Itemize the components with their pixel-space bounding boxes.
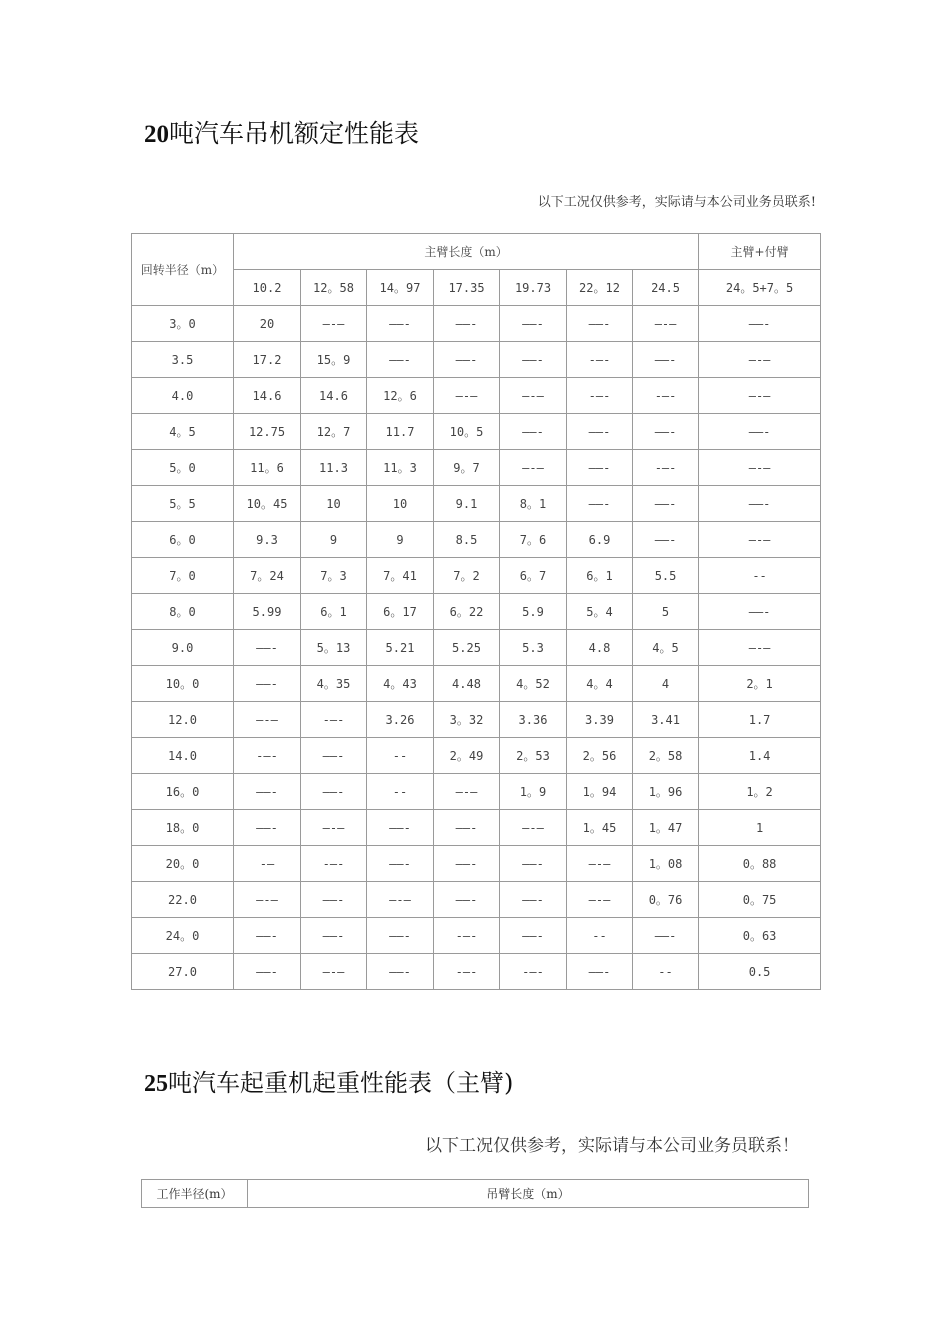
jib-capacity-cell: -- — [699, 558, 821, 594]
table-row — [132, 810, 821, 846]
capacity-cell: ——- — [301, 882, 367, 918]
capacity-cell: 4.8 — [567, 630, 633, 666]
boom-length-row — [132, 270, 821, 306]
capacity-cell: 15。9 — [301, 342, 367, 378]
capacity-cell: 12。7 — [301, 414, 367, 450]
jib-capacity-cell: 1。2 — [699, 774, 821, 810]
jib-capacity-cell: —-— — [699, 522, 821, 558]
capacity-cell: -—- — [567, 378, 633, 414]
capacity-cell: 8。1 — [500, 486, 567, 522]
capacity-cell: 3.36 — [500, 702, 567, 738]
capacity-cell: 9 — [301, 522, 367, 558]
table-row — [132, 558, 821, 594]
capacity-cell: 12.75 — [234, 414, 301, 450]
radius-cell: 5。0 — [132, 450, 234, 486]
radius-cell: 5。5 — [132, 486, 234, 522]
radius-cell: 9.0 — [132, 630, 234, 666]
capacity-cell: ——- — [633, 486, 699, 522]
capacity-cell: ——- — [367, 918, 434, 954]
jib-capacity-cell: 1.7 — [699, 702, 821, 738]
table-row — [132, 774, 821, 810]
table-row — [132, 378, 821, 414]
capacity-cell: ——- — [434, 342, 500, 378]
table-row — [132, 594, 821, 630]
table-row — [132, 918, 821, 954]
capacity-cell: ——- — [500, 846, 567, 882]
jib-capacity-cell: 0.5 — [699, 954, 821, 990]
capacity-cell: 3.39 — [567, 702, 633, 738]
capacity-cell: 10 — [301, 486, 367, 522]
capacity-cell: ——- — [567, 954, 633, 990]
capacity-cell: 8.5 — [434, 522, 500, 558]
radius-cell: 8。0 — [132, 594, 234, 630]
capacity-cell: -- — [633, 954, 699, 990]
jib-capacity-cell: ——- — [699, 486, 821, 522]
capacity-cell: 9.1 — [434, 486, 500, 522]
crane-25t-performance-table — [141, 1179, 809, 1208]
capacity-cell: —-— — [234, 702, 301, 738]
capacity-cell: ——- — [567, 306, 633, 342]
capacity-cell: —-— — [367, 882, 434, 918]
capacity-cell: ——- — [633, 414, 699, 450]
capacity-cell: ——- — [367, 306, 434, 342]
capacity-cell: 1。94 — [567, 774, 633, 810]
capacity-cell: -—- — [301, 702, 367, 738]
jib-capacity-cell: —-— — [699, 342, 821, 378]
capacity-cell: 7。24 — [234, 558, 301, 594]
crane-20t-performance-table — [131, 233, 821, 990]
capacity-cell: ——- — [434, 306, 500, 342]
boom-length-header: 主臂长度（m） — [234, 234, 699, 270]
capacity-cell: 6。1 — [301, 594, 367, 630]
capacity-cell: ——- — [234, 630, 301, 666]
capacity-cell: 17.2 — [234, 342, 301, 378]
section2-title-number: 25 — [144, 1071, 168, 1097]
capacity-cell: ——- — [234, 918, 301, 954]
capacity-cell: —-— — [301, 306, 367, 342]
capacity-cell: 12。6 — [367, 378, 434, 414]
capacity-cell: 1。47 — [633, 810, 699, 846]
section2-title-text: 吨汽车起重机起重性能表（主臂) — [168, 1069, 514, 1097]
section1-title-number: 20 — [144, 121, 169, 148]
section2-title — [144, 1063, 513, 1098]
capacity-cell: 4。43 — [367, 666, 434, 702]
capacity-cell: 5.9 — [500, 594, 567, 630]
capacity-cell: 7。41 — [367, 558, 434, 594]
radius-cell: 24。0 — [132, 918, 234, 954]
capacity-cell: —-— — [434, 774, 500, 810]
table-row — [132, 846, 821, 882]
jib-capacity-cell: 1.4 — [699, 738, 821, 774]
capacity-cell: —-— — [500, 810, 567, 846]
capacity-cell: 1。9 — [500, 774, 567, 810]
capacity-cell: ——- — [301, 774, 367, 810]
capacity-cell: 6。1 — [567, 558, 633, 594]
boom-length-cell: 14。97 — [367, 270, 434, 306]
radius-cell: 10。0 — [132, 666, 234, 702]
capacity-cell: —-— — [301, 954, 367, 990]
capacity-cell: 2。56 — [567, 738, 633, 774]
capacity-cell: 10。5 — [434, 414, 500, 450]
section1-note: 以下工况仅供参考，实际请与本公司业务员联系! — [537, 195, 816, 210]
section1-title-text: 吨汽车吊机额定性能表 — [169, 119, 420, 148]
table-row — [132, 738, 821, 774]
capacity-cell: 5.3 — [500, 630, 567, 666]
capacity-cell: —-— — [500, 450, 567, 486]
capacity-cell: 1。08 — [633, 846, 699, 882]
capacity-cell: ——- — [367, 954, 434, 990]
capacity-cell: 9.3 — [234, 522, 301, 558]
capacity-cell: ——- — [633, 342, 699, 378]
jib-capacity-cell: ——- — [699, 414, 821, 450]
capacity-cell: ——- — [234, 666, 301, 702]
capacity-cell: —-— — [633, 306, 699, 342]
capacity-cell: ——- — [434, 882, 500, 918]
boom-length-cell: 19.73 — [500, 270, 567, 306]
capacity-cell: 20 — [234, 306, 301, 342]
capacity-cell: ——- — [633, 522, 699, 558]
radius-cell: 4。5 — [132, 414, 234, 450]
radius-cell: 14.0 — [132, 738, 234, 774]
capacity-cell: 4。35 — [301, 666, 367, 702]
capacity-cell: 7。2 — [434, 558, 500, 594]
table-row — [132, 702, 821, 738]
table-row — [132, 630, 821, 666]
capacity-cell: -—- — [633, 378, 699, 414]
work-radius-header: 工作半径(m） — [142, 1180, 248, 1208]
capacity-cell: 5。4 — [567, 594, 633, 630]
radius-cell: 27.0 — [132, 954, 234, 990]
capacity-cell: 3。32 — [434, 702, 500, 738]
capacity-cell: ——- — [633, 918, 699, 954]
capacity-cell: ——- — [567, 414, 633, 450]
capacity-cell: 7。6 — [500, 522, 567, 558]
boom-length-cell: 24.5 — [633, 270, 699, 306]
capacity-cell: -—- — [500, 954, 567, 990]
boom-length-cell: 17.35 — [434, 270, 500, 306]
capacity-cell: 4。4 — [567, 666, 633, 702]
capacity-cell: —-— — [301, 810, 367, 846]
radius-cell: 3。0 — [132, 306, 234, 342]
capacity-cell: 1。96 — [633, 774, 699, 810]
capacity-cell: -—- — [434, 954, 500, 990]
capacity-cell: -- — [367, 738, 434, 774]
table-row — [132, 882, 821, 918]
table-row — [132, 486, 821, 522]
table-row — [132, 342, 821, 378]
jib-capacity-cell: 1 — [699, 810, 821, 846]
radius-cell: 3.5 — [132, 342, 234, 378]
capacity-cell: ——- — [301, 918, 367, 954]
capacity-cell: 2。53 — [500, 738, 567, 774]
capacity-cell: ——- — [500, 306, 567, 342]
capacity-cell: 11。3 — [367, 450, 434, 486]
capacity-cell: 1。45 — [567, 810, 633, 846]
capacity-cell: 5.99 — [234, 594, 301, 630]
capacity-cell: ——- — [234, 774, 301, 810]
capacity-cell: 4.48 — [434, 666, 500, 702]
capacity-cell: 14.6 — [234, 378, 301, 414]
radius-cell: 18。0 — [132, 810, 234, 846]
boom-length-cell: 22。12 — [567, 270, 633, 306]
capacity-cell: 2。58 — [633, 738, 699, 774]
capacity-cell: 10 — [367, 486, 434, 522]
radius-cell: 16。0 — [132, 774, 234, 810]
section1-title — [144, 114, 419, 150]
capacity-cell: 6。22 — [434, 594, 500, 630]
boom-length-header: 吊臂长度（m） — [248, 1180, 809, 1208]
capacity-cell: ——- — [434, 846, 500, 882]
capacity-cell: 9。7 — [434, 450, 500, 486]
capacity-cell: —-— — [567, 882, 633, 918]
capacity-cell: 11。6 — [234, 450, 301, 486]
radius-cell: 12.0 — [132, 702, 234, 738]
capacity-cell: ——- — [367, 810, 434, 846]
capacity-cell: 14.6 — [301, 378, 367, 414]
capacity-cell: ——- — [234, 810, 301, 846]
capacity-cell: ——- — [367, 846, 434, 882]
capacity-cell: -—- — [633, 450, 699, 486]
capacity-cell: 5.25 — [434, 630, 500, 666]
jib-capacity-cell: 0。88 — [699, 846, 821, 882]
capacity-cell: -—- — [434, 918, 500, 954]
capacity-cell: ——- — [500, 882, 567, 918]
capacity-cell: 4。52 — [500, 666, 567, 702]
capacity-cell: -— — [234, 846, 301, 882]
capacity-cell: 5.21 — [367, 630, 434, 666]
capacity-cell: 4。5 — [633, 630, 699, 666]
capacity-cell: —-— — [234, 882, 301, 918]
jib-capacity-cell: ——- — [699, 306, 821, 342]
capacity-cell: -—- — [567, 342, 633, 378]
boom-plus-jib-header: 主臂+付臂 — [699, 234, 821, 270]
capacity-cell: 5。13 — [301, 630, 367, 666]
jib-capacity-cell: 0。63 — [699, 918, 821, 954]
capacity-cell: 0。76 — [633, 882, 699, 918]
capacity-cell: ——- — [234, 954, 301, 990]
capacity-cell: 10。45 — [234, 486, 301, 522]
capacity-cell: ——- — [567, 450, 633, 486]
table-row — [132, 414, 821, 450]
capacity-cell: ——- — [434, 810, 500, 846]
capacity-cell: ——- — [301, 738, 367, 774]
capacity-cell: 2。49 — [434, 738, 500, 774]
jib-capacity-cell: —-— — [699, 450, 821, 486]
jib-capacity-cell: 2。1 — [699, 666, 821, 702]
capacity-cell: 6。7 — [500, 558, 567, 594]
capacity-cell: 5.5 — [633, 558, 699, 594]
table-row — [132, 666, 821, 702]
capacity-cell: -- — [367, 774, 434, 810]
capacity-cell: 3.26 — [367, 702, 434, 738]
radius-cell: 4.0 — [132, 378, 234, 414]
table-row — [132, 522, 821, 558]
capacity-cell: 11.7 — [367, 414, 434, 450]
jib-capacity-cell: 0。75 — [699, 882, 821, 918]
table-row — [132, 954, 821, 990]
jib-capacity-cell: ——- — [699, 594, 821, 630]
capacity-cell: 11.3 — [301, 450, 367, 486]
capacity-cell: 9 — [367, 522, 434, 558]
capacity-cell: 4 — [633, 666, 699, 702]
table-row — [132, 450, 821, 486]
capacity-cell: 6.9 — [567, 522, 633, 558]
capacity-cell: 5 — [633, 594, 699, 630]
jib-length-cell: 24。5+7。5 — [699, 270, 821, 306]
capacity-cell: -- — [567, 918, 633, 954]
capacity-cell: —-— — [567, 846, 633, 882]
radius-cell: 20。0 — [132, 846, 234, 882]
capacity-cell: ——- — [367, 342, 434, 378]
capacity-cell: 6。17 — [367, 594, 434, 630]
capacity-cell: —-— — [500, 378, 567, 414]
table-row — [132, 306, 821, 342]
capacity-cell: —-— — [434, 378, 500, 414]
capacity-cell: -—- — [301, 846, 367, 882]
capacity-cell: ——- — [500, 918, 567, 954]
capacity-cell: 7。3 — [301, 558, 367, 594]
radius-cell: 6。0 — [132, 522, 234, 558]
section2-note: 以下工况仅供参考，实际请与本公司业务员联系！ — [425, 1136, 799, 1156]
capacity-cell: 3.41 — [633, 702, 699, 738]
radius-header: 回转半径（m） — [132, 234, 234, 306]
capacity-cell: ——- — [500, 414, 567, 450]
radius-cell: 22.0 — [132, 882, 234, 918]
jib-capacity-cell: —-— — [699, 630, 821, 666]
boom-length-cell: 12。58 — [301, 270, 367, 306]
capacity-cell: -—- — [234, 738, 301, 774]
capacity-cell: ——- — [567, 486, 633, 522]
radius-cell: 7。0 — [132, 558, 234, 594]
jib-capacity-cell: —-— — [699, 378, 821, 414]
capacity-cell: ——- — [500, 342, 567, 378]
boom-length-cell: 10.2 — [234, 270, 301, 306]
